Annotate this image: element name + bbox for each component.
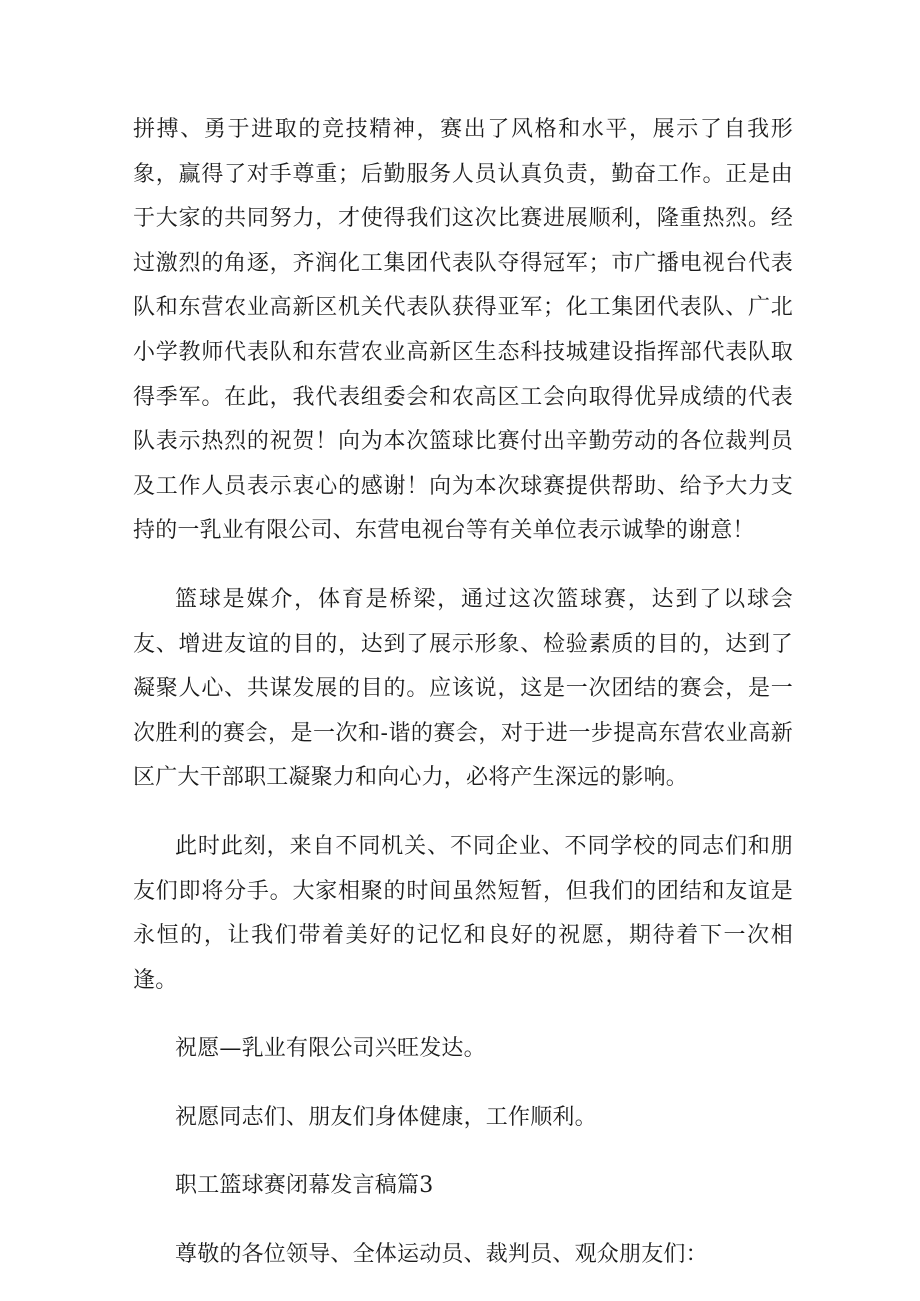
paragraph-salutation: 尊敬的各位领导、全体运动员、裁判员、观众朋友们： [175, 1242, 708, 1268]
document-body [133, 108, 793, 1278]
paragraph-basketball-significance: 篮球是媒介，体育是桥梁，通过这次篮球赛，达到了以球会友、增进友谊的目的，达到了展示形象、检验素质的目的，达到了凝聚人心、共谋发展的目的。应该说，这是一次团结的赛会，是一次胜利的赛会，是一次和-谐的赛会，对于进一步提高东营农业高新区广大干部职工凝聚力和向心力，必将产生深远的影响。 [133, 586, 793, 791]
paragraph-wish-company: 祝愿—乳业有限公司兴旺发达。 [175, 1036, 486, 1062]
paragraph-farewell: 此时此刻，来自不同机关、不同企业、不同学校的同志们和朋友们即将分手。大家相聚的时间虽然短暂，但我们的团结和友谊是永恒的，让我们带着美好的记忆和良好的祝愿，期待着下一次相逢。 [133, 833, 793, 993]
paragraph-awards-and-thanks: 拼搏、勇于进取的竞技精神，赛出了风格和水平，展示了自我形象，赢得了对手尊重；后勤服务人员认真负责，勤奋工作。正是由于大家的共同努力，才使得我们这次比赛进展顺利，隆重热烈。经过激烈的角逐，齐润化工集团代表队夺得冠军；市广播电视台代表队和东营农业高新区机关代表队获得亚军；化工集团代表队、广北小学教师代表队和东营农业高新区生态科技城建设指挥部代表队取得季军。在此，我代表组委会和农高区工会向取得优异成绩的代表队表示热烈的祝贺！向为本次篮球比赛付出辛勤劳动的各位裁判员及工作人员表示衷心的感谢！向为本次球赛提供帮助、给予大力支持的一乳业有限公司、东营电视台等有关单位表示诚挚的谢意！ [133, 117, 793, 544]
section-heading: 职工篮球赛闭幕发言稿篇3 [175, 1173, 434, 1199]
paragraph-wish-health: 祝愿同志们、朋友们身体健康，工作顺利。 [175, 1104, 597, 1130]
